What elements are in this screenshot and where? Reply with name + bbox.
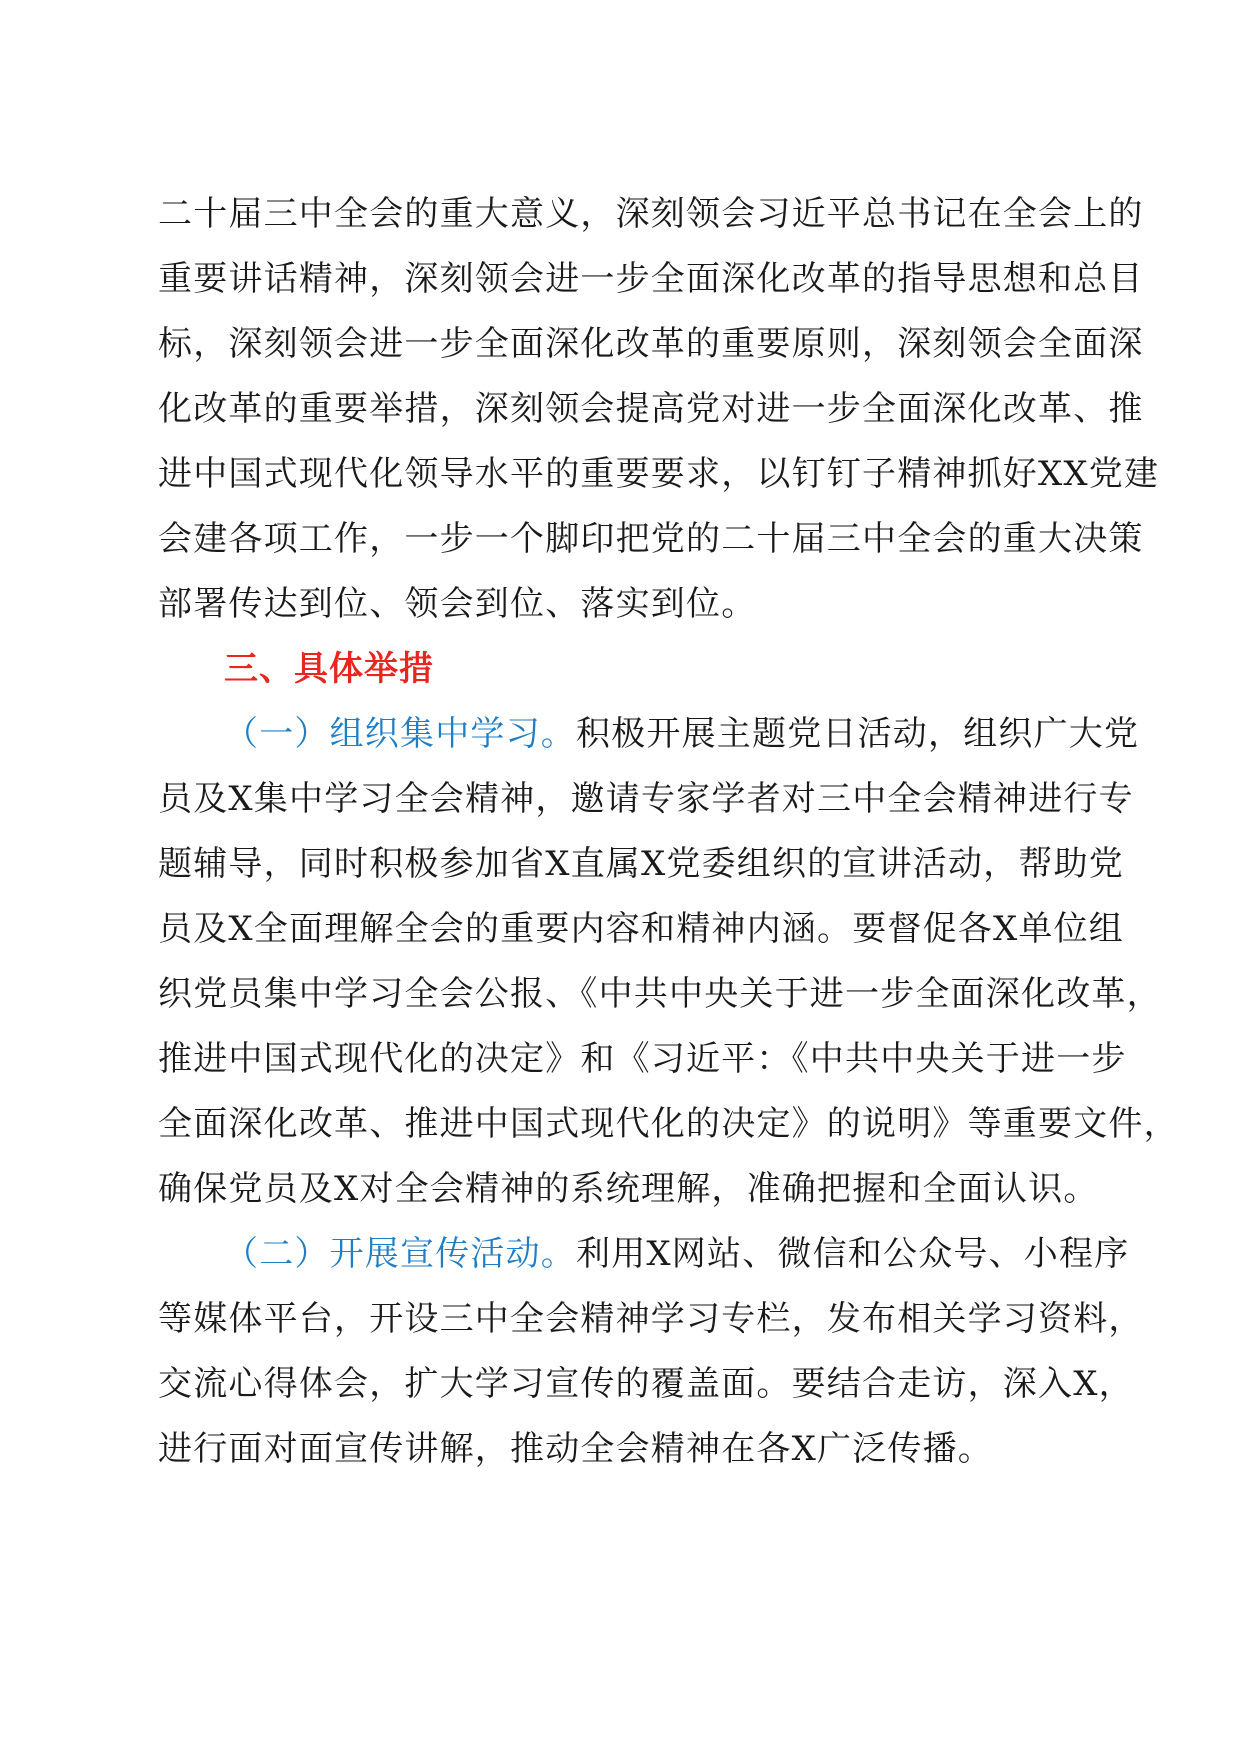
text-line: 确保党员及X对全会精神的系统理解，准确把握和全面认识。 (158, 1169, 1099, 1209)
text-line: 等媒体平台，开设三中全会精神学习专栏，发布相关学习资料， (158, 1299, 1144, 1339)
section-heading: 三、具体举措 (224, 649, 434, 689)
text-line: 交流心得体会，扩大学习宣传的覆盖面。要结合走访，深入X， (158, 1364, 1134, 1404)
subsection-heading: （一）组织集中学习。 (224, 714, 576, 754)
subsection-heading: （二）开展宣传活动。 (224, 1234, 576, 1274)
text-line: 进中国式现代化领导水平的重要要求，以钉钉子精神抓好XX党建 (158, 454, 1160, 494)
text-line: 重要讲话精神，深刻领会进一步全面深化改革的指导思想和总目 (158, 259, 1144, 299)
text-line: 部署传达到位、领会到位、落实到位。 (158, 584, 757, 624)
subsection-first-line (158, 702, 1140, 767)
text-line: 织党员集中学习全会公报、《中共中央关于进一步全面深化改革， (158, 974, 1162, 1014)
text-fragment: 利用X网站、微信和公众号、小程序 (576, 1234, 1130, 1274)
text-line: 推进中国式现代化的决定》和《习近平：《中共中央关于进一步 (158, 1039, 1127, 1079)
text-line: 二十届三中全会的重大意义，深刻领会习近平总书记在全会上的 (158, 194, 1144, 234)
subsection-first-line (158, 1222, 1130, 1287)
document-body (158, 182, 1179, 1482)
text-line: 全面深化改革、推进中国式现代化的决定》的说明》等重要文件， (158, 1104, 1179, 1144)
text-fragment: 积极开展主题党日活动，组织广大党 (576, 714, 1140, 754)
text-line: 题辅导，同时积极参加省X直属X党委组织的宣讲活动，帮助党 (158, 844, 1125, 884)
text-line: 化改革的重要举措，深刻领会提高党对进一步全面深化改革、推 (158, 389, 1144, 429)
text-line: 进行面对面宣传讲解，推动全会精神在各X广泛传播。 (158, 1429, 994, 1469)
text-line: 会建各项工作，一步一个脚印把党的二十届三中全会的重大决策 (158, 519, 1144, 559)
text-line: 员及X集中学习全会精神，邀请专家学者对三中全会精神进行专 (158, 779, 1134, 819)
text-line: 员及X全面理解全会的重要内容和精神内涵。要督促各X单位组 (158, 909, 1125, 949)
text-line: 标，深刻领会进一步全面深化改革的重要原则，深刻领会全面深 (158, 324, 1144, 364)
